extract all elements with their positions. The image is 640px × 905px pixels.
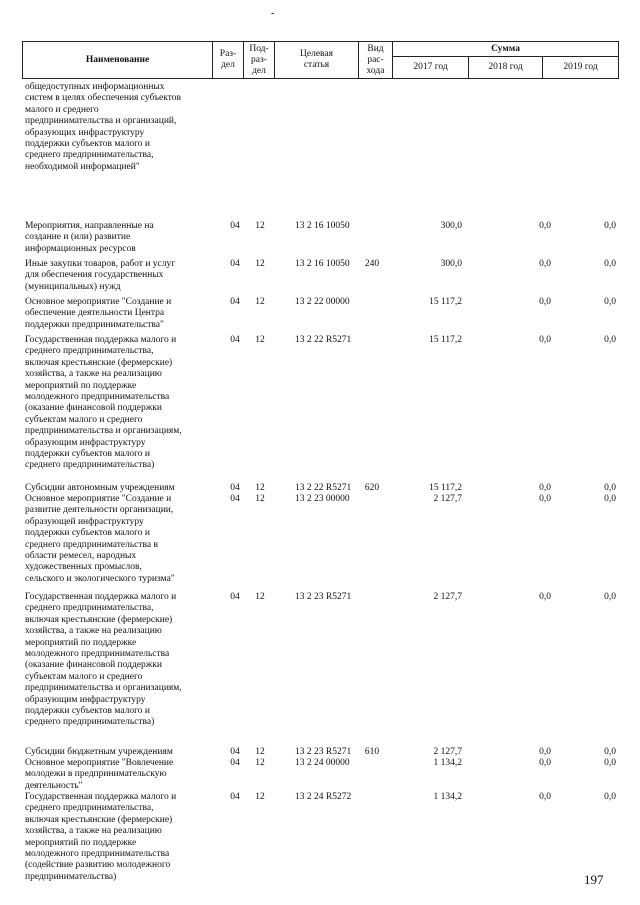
row-celevaya-statya: 13 2 16 10050 — [295, 221, 350, 231]
row-razdel: 04 — [230, 747, 240, 757]
header-2018: 2018 год — [469, 57, 543, 79]
page-number: 197 — [584, 872, 604, 887]
row-podrazdel: 12 — [255, 221, 265, 231]
row-name: общедоступных информационных систем в целях обеспечения субъектов малого и среднего предпринимательства и организаций, образующих инфраструктуру поддержки субъектов малого и среднего предпринимательства, необходимой информацией" — [25, 82, 181, 172]
row-sum-2017: 300,0 — [440, 221, 462, 231]
row-sum-2019: 0,0 — [604, 494, 616, 504]
row-name: Основное мероприятие "Создание и обеспечение деятельности Центра поддержки предпринимательства" — [25, 297, 172, 330]
header-razdel: Раз- дел — [213, 42, 244, 79]
row-sum-2019: 0,0 — [604, 335, 616, 345]
row-sum-2019: 0,0 — [604, 747, 616, 757]
row-sum-2017: 300,0 — [440, 259, 462, 269]
row-name: Иные закупки товаров, работ и услуг для обеспечения государственных (муниципальных) нужд — [25, 259, 176, 292]
row-celevaya-statya: 13 2 23 R5271 — [295, 747, 352, 757]
row-celevaya-statya: 13 2 24 R5272 — [295, 792, 352, 802]
row-razdel: 04 — [230, 297, 240, 307]
row-razdel: 04 — [230, 335, 240, 345]
row-celevaya-statya: 13 2 22 00000 — [295, 297, 350, 307]
header-name: Наименование — [23, 42, 213, 79]
row-celevaya-statya: 13 2 23 00000 — [295, 494, 350, 504]
row-sum-2018: 0,0 — [539, 747, 551, 757]
row-razdel: 04 — [230, 758, 240, 768]
row-razdel: 04 — [230, 792, 240, 802]
row-sum-2017: 2 127,7 — [433, 494, 462, 504]
row-name: Субсидии автономным учреждениям — [25, 483, 175, 493]
row-sum-2018: 0,0 — [539, 758, 551, 768]
row-name: Основное мероприятие "Вовлечение молодежи в предпринимательскую деятельность" — [25, 758, 174, 791]
row-sum-2018: 0,0 — [539, 221, 551, 231]
row-sum-2019: 0,0 — [604, 758, 616, 768]
row-podrazdel: 12 — [255, 592, 265, 602]
row-name: Государственная поддержка малого и среднего предпринимательства, включая крестьянские (фермерские) хозяйства, а также на реализацию мероприятий по поддержке молодежного предпринимательства (содействие развитию молодежного предпринимательства) — [25, 792, 177, 882]
row-podrazdel: 12 — [255, 297, 265, 307]
row-razdel: 04 — [230, 494, 240, 504]
row-celevaya-statya: 13 2 16 10050 — [295, 259, 350, 269]
row-sum-2017: 15 117,2 — [429, 297, 462, 307]
row-vid-rashoda: 610 — [364, 747, 380, 757]
row-sum-2018: 0,0 — [539, 297, 551, 307]
row-name: Государственная поддержка малого и среднего предпринимательства, включая крестьянские (фермерские) хозяйства, а также на реализацию мероприятий по поддержке молодежного предпринимательства (оказание финансовой поддержки субъектам малого и среднего предпринимательства и организациям, образующим инфраструктуру поддержки субъектов малого и среднего предпринимательства) — [25, 592, 182, 728]
row-razdel: 04 — [230, 483, 240, 493]
row-podrazdel: 12 — [255, 758, 265, 768]
row-sum-2017: 15 117,2 — [429, 335, 462, 345]
stray-mark: - — [271, 8, 275, 19]
row-razdel: 04 — [230, 259, 240, 269]
row-podrazdel: 12 — [255, 494, 265, 504]
row-podrazdel: 12 — [255, 792, 265, 802]
row-sum-2017: 2 127,7 — [433, 592, 462, 602]
header-vid: Вид рас- хода — [359, 42, 393, 79]
table-header — [22, 41, 619, 79]
row-sum-2018: 0,0 — [539, 792, 551, 802]
row-sum-2018: 0,0 — [539, 483, 551, 493]
row-celevaya-statya: 13 2 22 R5271 — [295, 483, 352, 493]
header-celevaya: Целевая статья — [275, 42, 359, 79]
row-name: Государственная поддержка малого и среднего предпринимательства, включая крестьянские (фермерские) хозяйства, а также на реализацию мероприятий по поддержке молодежного предпринимательства (оказание финансовой поддержки субъектам малого и среднего предпринимательства и организациям, образующим инфраструктуру поддержки субъектов малого и среднего предпринимательства) — [25, 335, 182, 471]
row-podrazdel: 12 — [255, 335, 265, 345]
row-celevaya-statya: 13 2 22 R5271 — [295, 335, 352, 345]
row-sum-2018: 0,0 — [539, 335, 551, 345]
row-sum-2019: 0,0 — [604, 483, 616, 493]
row-razdel: 04 — [230, 221, 240, 231]
row-sum-2019: 0,0 — [604, 221, 616, 231]
row-sum-2017: 1 134,2 — [433, 792, 462, 802]
row-sum-2019: 0,0 — [604, 592, 616, 602]
row-razdel: 04 — [230, 592, 240, 602]
row-sum-2018: 0,0 — [539, 592, 551, 602]
header-summa: Сумма — [393, 42, 619, 57]
row-sum-2019: 0,0 — [604, 259, 616, 269]
row-celevaya-statya: 13 2 24 00000 — [295, 758, 350, 768]
header-2017: 2017 год — [393, 57, 469, 79]
row-vid-rashoda: 240 — [364, 259, 380, 269]
row-sum-2019: 0,0 — [604, 792, 616, 802]
row-sum-2017: 2 127,7 — [433, 747, 462, 757]
row-podrazdel: 12 — [255, 747, 265, 757]
row-name: Мероприятия, направленные на создание и (или) развитие информационных ресурсов — [25, 221, 154, 254]
row-sum-2018: 0,0 — [539, 259, 551, 269]
row-name: Основное мероприятие "Создание и развитие деятельности организации, образующей инфраструктуру поддержки субъектов малого и среднего предпринимательства в области ремесел, народных художественных промыслов, сельского и экологического туризма" — [25, 494, 175, 584]
header-2019: 2019 год — [543, 57, 619, 79]
row-celevaya-statya: 13 2 23 R5271 — [295, 592, 352, 602]
row-sum-2017: 1 134,2 — [433, 758, 462, 768]
row-sum-2019: 0,0 — [604, 297, 616, 307]
row-podrazdel: 12 — [255, 483, 265, 493]
header-podrazdel: Под- раз- дел — [244, 42, 275, 79]
row-sum-2017: 15 117,2 — [429, 483, 462, 493]
row-sum-2018: 0,0 — [539, 494, 551, 504]
row-vid-rashoda: 620 — [364, 483, 380, 493]
row-podrazdel: 12 — [255, 259, 265, 269]
row-name: Субсидии бюджетным учреждениям — [25, 747, 173, 757]
